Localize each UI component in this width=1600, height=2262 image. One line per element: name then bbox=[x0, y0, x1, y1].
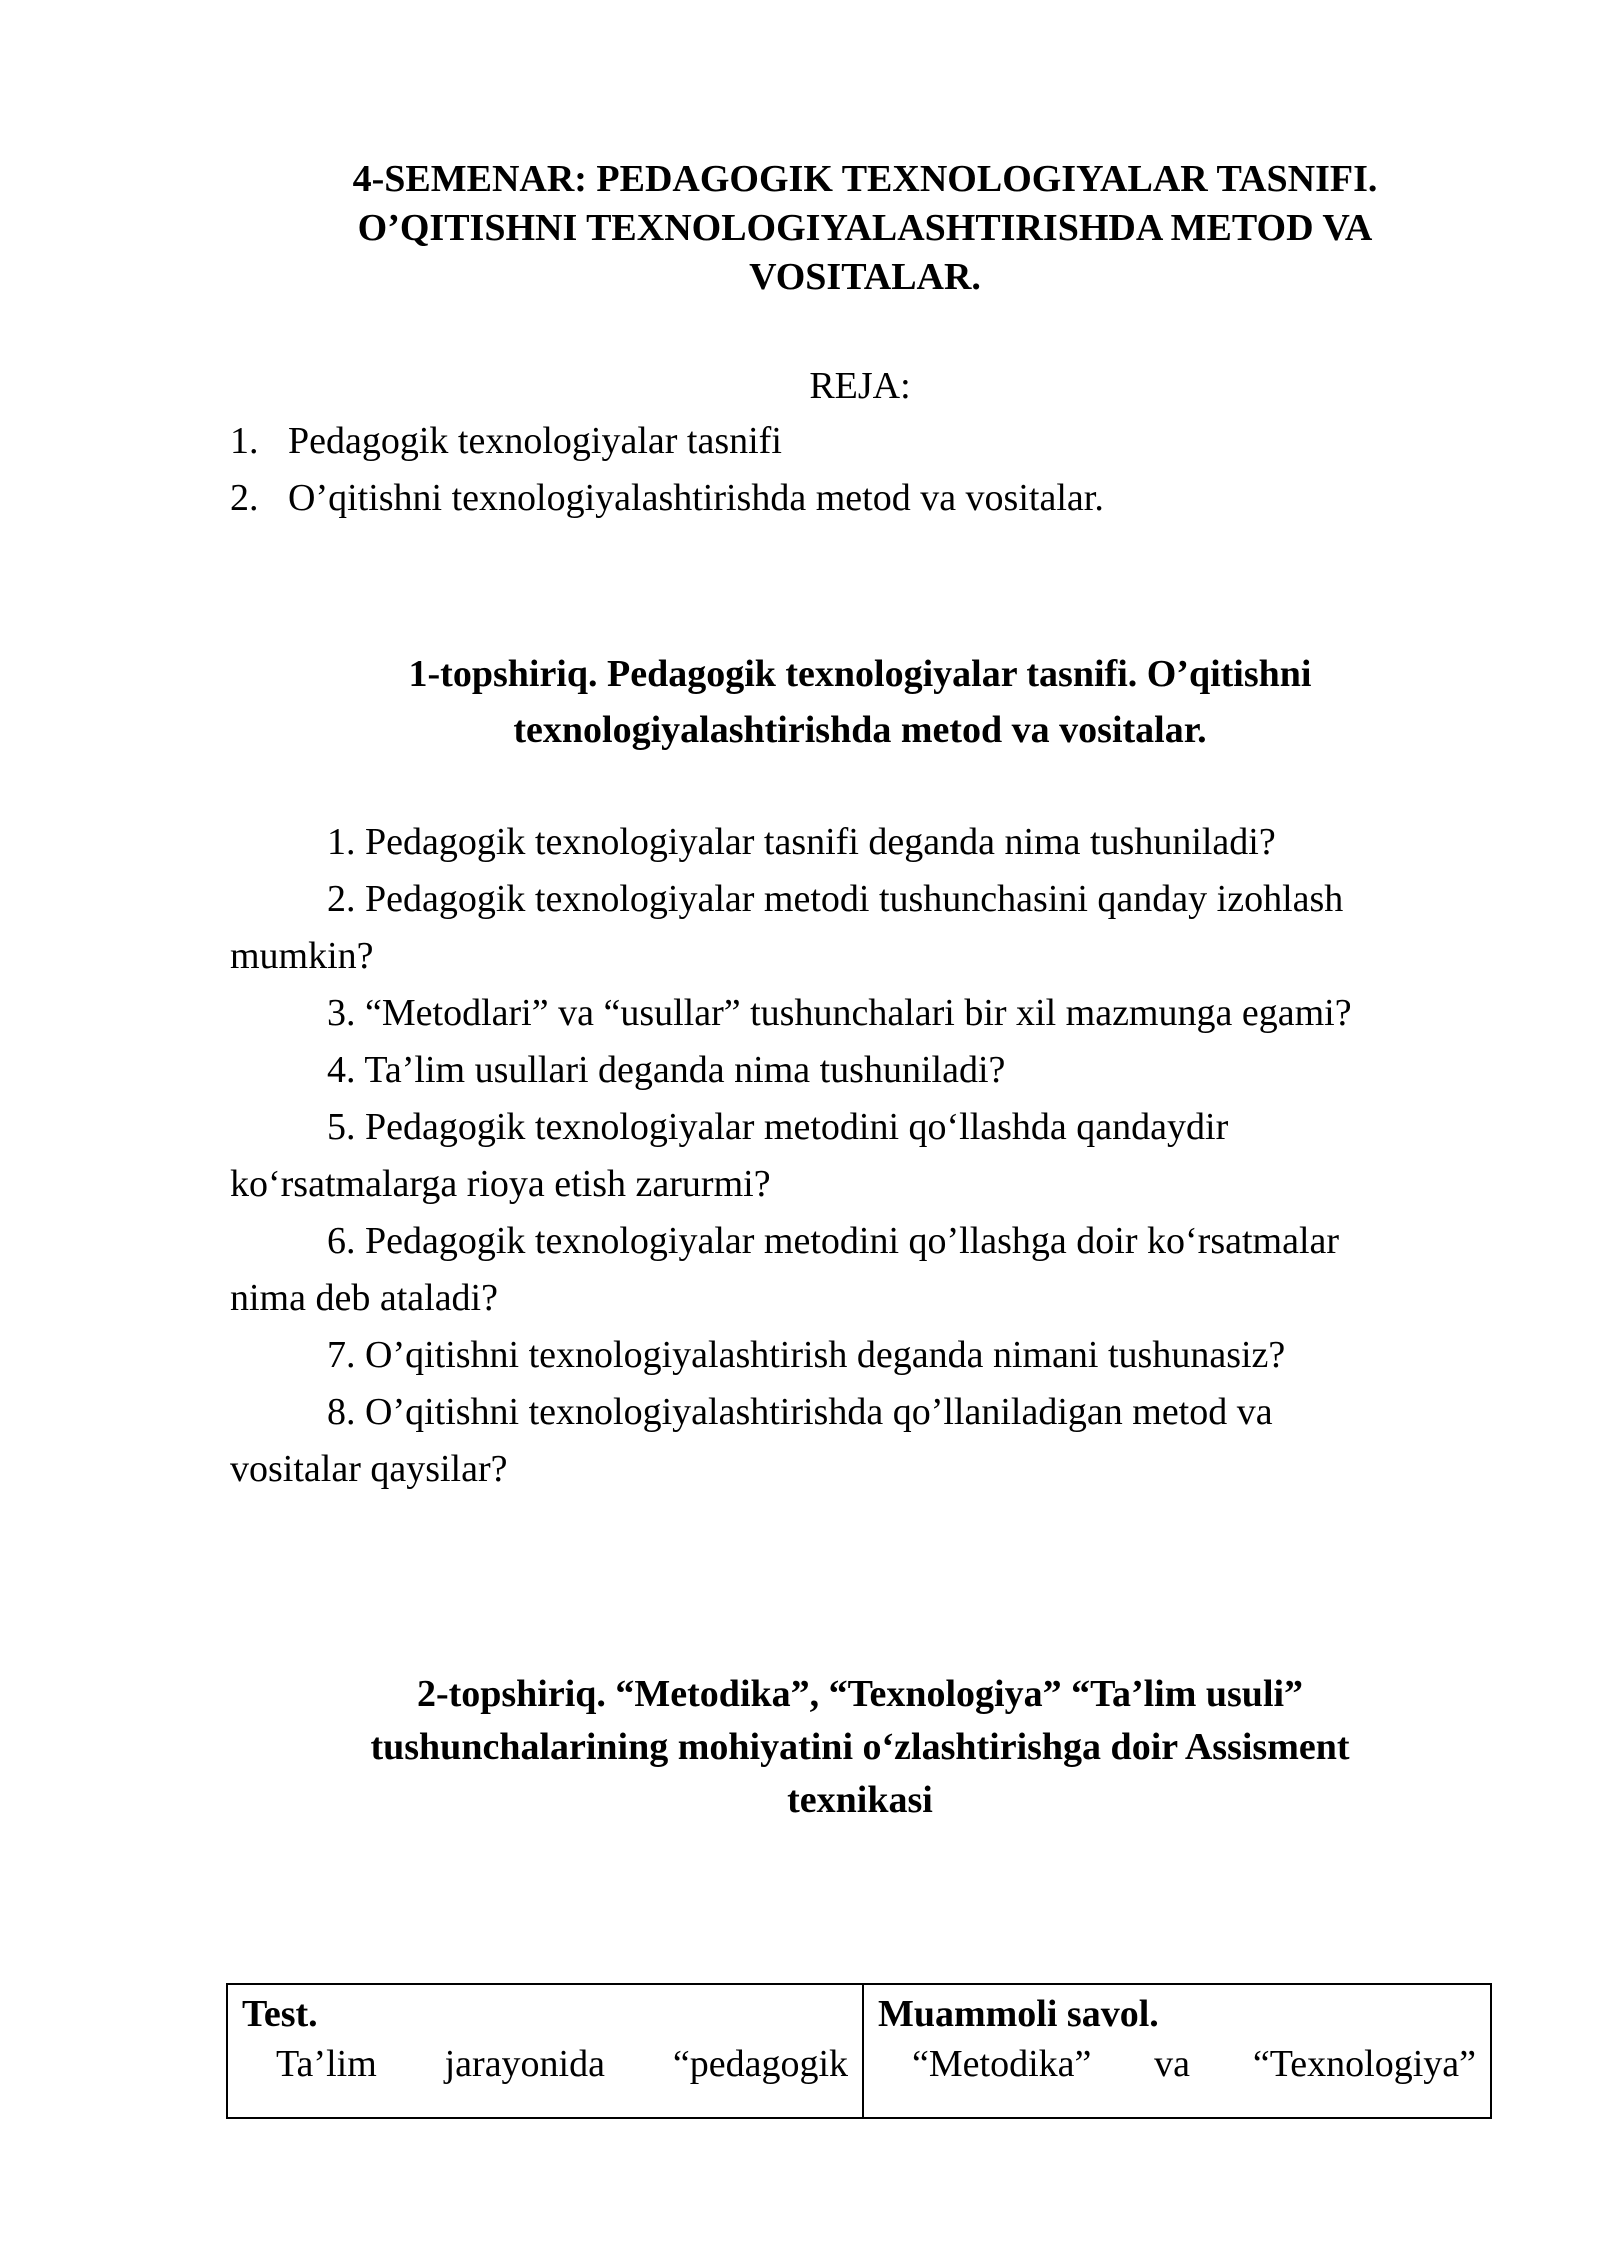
question-continuation: ko‘rsatmalarga rioya etish zarurmi? bbox=[230, 1163, 771, 1205]
question-text: 7. O’qitishni texnologiyalashtirish deganda nimani tushunasiz? bbox=[327, 1334, 1286, 1376]
question-item bbox=[230, 1384, 1492, 1498]
question-text: 6. Pedagogik texnologiyalar metodini qo’llashga doir ko‘rsatmalar bbox=[327, 1220, 1340, 1262]
page-title bbox=[265, 155, 1465, 302]
reja-item-number: 2. bbox=[230, 477, 259, 519]
question-text: 2. Pedagogik texnologiyalar metodi tushunchasini qanday izohlash bbox=[327, 878, 1344, 920]
question-text: 4. Ta’lim usullari deganda nima tushuniladi? bbox=[327, 1049, 1006, 1091]
question-item bbox=[230, 1042, 1492, 1099]
reja-item-number: 1. bbox=[230, 420, 259, 462]
question-text: 3. “Metodlari” va “usullar” tushunchalari bir xil mazmunga egami? bbox=[327, 992, 1352, 1034]
title-line: VOSITALAR. bbox=[749, 256, 981, 298]
question-continuation: mumkin? bbox=[230, 935, 374, 977]
task1-heading bbox=[230, 646, 1490, 758]
reja-item-text: Pedagogik texnologiyalar tasnifi bbox=[288, 420, 782, 462]
question-item bbox=[230, 1327, 1492, 1384]
reja-item bbox=[230, 417, 1490, 474]
table-cell-problem-question bbox=[864, 1985, 1490, 2117]
reja-item bbox=[230, 474, 1490, 531]
question-item bbox=[230, 1213, 1492, 1327]
question-text: 1. Pedagogik texnologiyalar tasnifi deganda nima tushuniladi? bbox=[327, 821, 1276, 863]
table-cell-test bbox=[228, 1985, 864, 2117]
task2-heading-line: tushunchalarining mohiyatini o‘zlashtirishga doir Assisment bbox=[370, 1726, 1350, 1768]
question-list bbox=[230, 814, 1492, 1498]
question-continuation: nima deb ataladi? bbox=[230, 1277, 498, 1319]
reja-item-text: O’qitishni texnologiyalashtirishda metod va vositalar. bbox=[288, 477, 1104, 519]
task2-heading bbox=[230, 1668, 1490, 1827]
question-text: 8. O’qitishni texnologiyalashtirishda qo’llaniladigan metod va bbox=[327, 1391, 1273, 1433]
reja-heading: REJA: bbox=[809, 365, 911, 407]
question-item bbox=[230, 985, 1492, 1042]
question-continuation: vositalar qaysilar? bbox=[230, 1448, 508, 1490]
cell-title: Test. bbox=[242, 1993, 318, 2035]
question-item bbox=[230, 814, 1492, 871]
assessment-table bbox=[226, 1983, 1492, 2119]
title-line: 4-SEMENAR: PEDAGOGIK TEXNOLOGIYALAR TASNIFI. bbox=[352, 158, 1378, 200]
question-item bbox=[230, 871, 1492, 985]
task2-heading-line: texnikasi bbox=[787, 1779, 933, 1821]
question-text: 5. Pedagogik texnologiyalar metodini qo‘llashda qandaydir bbox=[327, 1106, 1229, 1148]
task1-heading-line: texnologiyalashtirishda metod va vositalar. bbox=[513, 709, 1207, 751]
cell-text: Ta’lim jarayonida “pedagogik bbox=[276, 2043, 848, 2085]
title-line: O’QITISHNI TEXNOLOGIYALASHTIRISHDA METOD VA bbox=[357, 207, 1373, 249]
reja-list bbox=[230, 417, 1490, 531]
task1-heading-line: 1-topshiriq. Pedagogik texnologiyalar tasnifi. O’qitishni bbox=[408, 653, 1312, 695]
cell-title: Muammoli savol. bbox=[878, 1993, 1159, 2035]
task2-heading-line: 2-topshiriq. “Metodika”, “Texnologiya” “Ta’lim usuli” bbox=[416, 1673, 1304, 1715]
cell-text: “Metodika” va “Texnologiya” bbox=[912, 2043, 1476, 2085]
question-item bbox=[230, 1099, 1492, 1213]
